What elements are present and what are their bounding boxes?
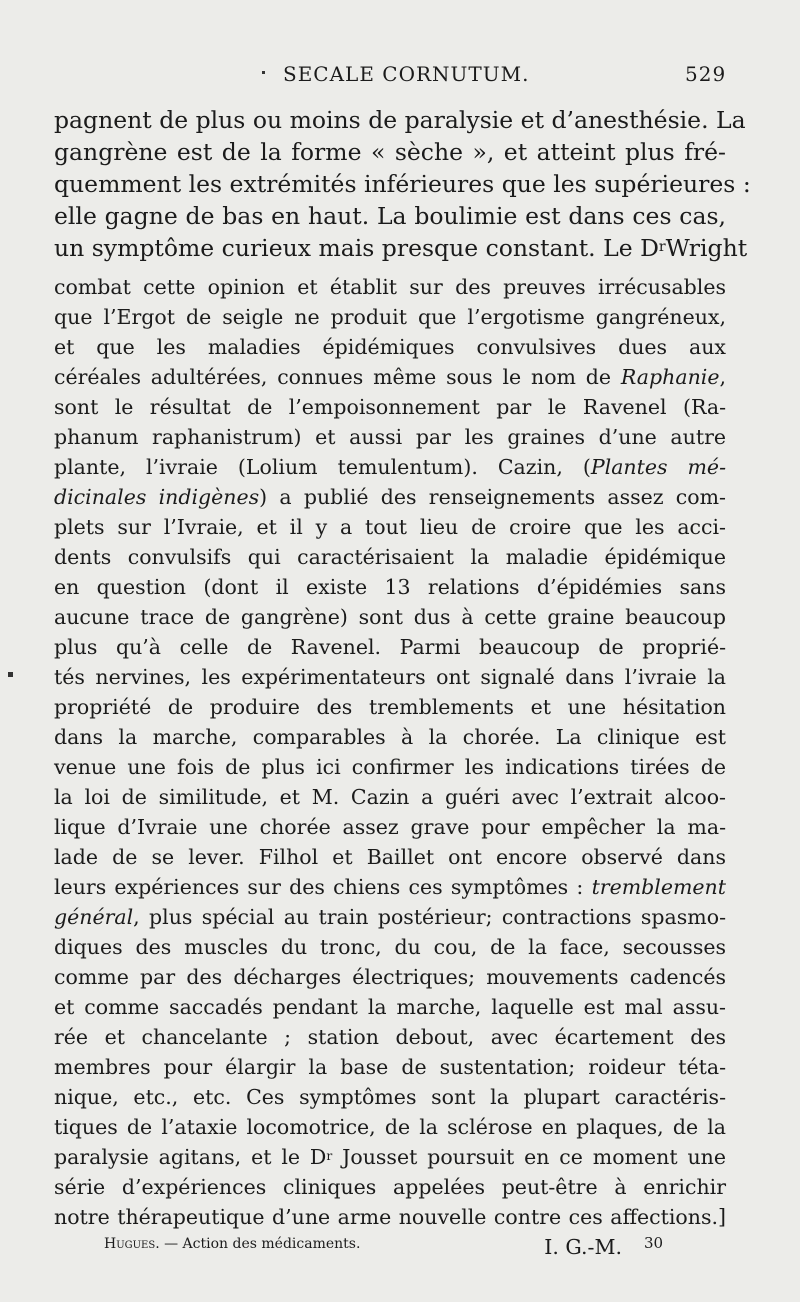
text-line: phanum raphanistrum) et aussi par les graines d’une autre [54, 425, 726, 449]
footer-credit [104, 1236, 360, 1252]
text-line: combat cette opinion et établit sur des preuves irrécusables [54, 275, 726, 299]
page-number: 529 [685, 62, 727, 86]
text-line: et que les maladies épidémiques convulsives dues aux [54, 335, 726, 359]
text-span: , plus spécial au train postérieur; contractions spasmo- [133, 905, 726, 929]
text-span: un symptôme curieux mais presque constant. Le D [54, 234, 659, 262]
italic-term: Raphanie [620, 365, 720, 389]
superscript: r [658, 238, 666, 255]
header-title: SECALE CORNUTUM. [283, 62, 530, 86]
text-line [54, 482, 726, 512]
text-line: dans la marche, comparables à la chorée. La clinique est [54, 725, 726, 749]
text-line: tiques de l’ataxie locomotrice, de la sclérose en plaques, de la [54, 1115, 726, 1139]
text-line: propriété de produire des tremblements et une hésitation [54, 695, 726, 719]
text-line: dents convulsifs qui caractérisaient la maladie épidémique [54, 545, 726, 569]
text-line: et comme saccadés pendant la marche, laquelle est mal assu- [54, 995, 726, 1019]
text-line: quemment les extrémités inférieures que les supérieures : [54, 170, 751, 198]
text-line [54, 232, 748, 264]
text-line: lade de se lever. Filhol et Baillet ont encore observé dans [54, 845, 726, 869]
text-span: céréales adultérées, connues même sous le nom de [54, 365, 621, 389]
text-span: Wright [665, 234, 748, 262]
italic-title: Plantes mé- [590, 455, 726, 479]
text-line: diques des muscles du tronc, du cou, de la face, secousses [54, 935, 726, 959]
signature-text: I. G.-M. [544, 1235, 622, 1259]
footer-title: — Action des médicaments. [159, 1236, 361, 1252]
italic-term: tremblement [591, 875, 726, 899]
text-span: ) a publié des renseignements assez com- [259, 485, 726, 509]
margin-mark [8, 672, 13, 677]
text-line: pagnent de plus ou moins de paralysie et d’anesthésie. La [54, 106, 746, 134]
italic-term: général [54, 905, 134, 929]
footer-author: Hugues. [104, 1236, 160, 1252]
text-line: en question (dont il existe 13 relations d’épidémies sans [54, 575, 726, 599]
text-line [54, 902, 726, 932]
header-mark [262, 71, 265, 74]
text-line: sont le résultat de l’empoisonnement par le Ravenel (Ra- [54, 395, 726, 419]
text-span: paralysie agitans, et le D [54, 1145, 327, 1169]
text-line: notre thérapeutique d’une arme nouvelle contre ces affections.] [54, 1205, 726, 1229]
text-line [54, 1142, 726, 1172]
text-line: plus qu’à celle de Ravenel. Parmi beaucoup de proprié- [54, 635, 726, 659]
text-span: , [719, 365, 726, 389]
text-span: plante, l’ivraie (Lolium temulentum). Cazin, ( [54, 455, 591, 479]
text-line: rée et chancelante ; station debout, avec écartement des [54, 1025, 726, 1049]
text-line: série d’expériences cliniques appelées peut-être à enrichir [54, 1175, 726, 1199]
text-span: leurs expériences sur des chiens ces symptômes : [54, 875, 592, 899]
text-line: tés nervines, les expérimentateurs ont signalé dans l’ivraie la [54, 665, 726, 689]
text-line: comme par des décharges électriques; mouvements cadencés [54, 965, 726, 989]
text-line: aucune trace de gangrène) sont dus à cette graine beaucoup [54, 605, 726, 629]
superscript: r [326, 1148, 333, 1163]
page-body [54, 104, 751, 1262]
text-line: nique, etc., etc. Ces symptômes sont la plupart caractéris- [54, 1085, 726, 1109]
signature-number: 30 [644, 1234, 664, 1252]
text-line: lique d’Ivraie une chorée assez grave pour empêcher la ma- [54, 815, 726, 839]
page-footer [104, 1236, 664, 1258]
text-line [54, 362, 726, 392]
text-line [54, 452, 726, 482]
running-header [0, 58, 800, 94]
text-line: elle gagne de bas en haut. La boulimie est dans ces cas, [54, 202, 726, 230]
text-line: que l’Ergot de seigle ne produit que l’ergotisme gangréneux, [54, 305, 726, 329]
text-line: venue une fois de plus ici confirmer les indications tirées de [54, 755, 726, 779]
text-line: plets sur l’Ivraie, et il y a tout lieu de croire que les acci- [54, 515, 726, 539]
text-line: membres pour élargir la base de sustentation; roideur téta- [54, 1055, 726, 1079]
text-span: Jousset poursuit en ce moment une [332, 1145, 726, 1169]
text-line: gangrène est de la forme « sèche », et atteint plus fré- [54, 138, 726, 166]
text-line [54, 872, 726, 902]
italic-title: dicinales indigènes [54, 485, 260, 509]
text-line: la loi de similitude, et M. Cazin a guéri avec l’extrait alcoo- [54, 785, 726, 809]
